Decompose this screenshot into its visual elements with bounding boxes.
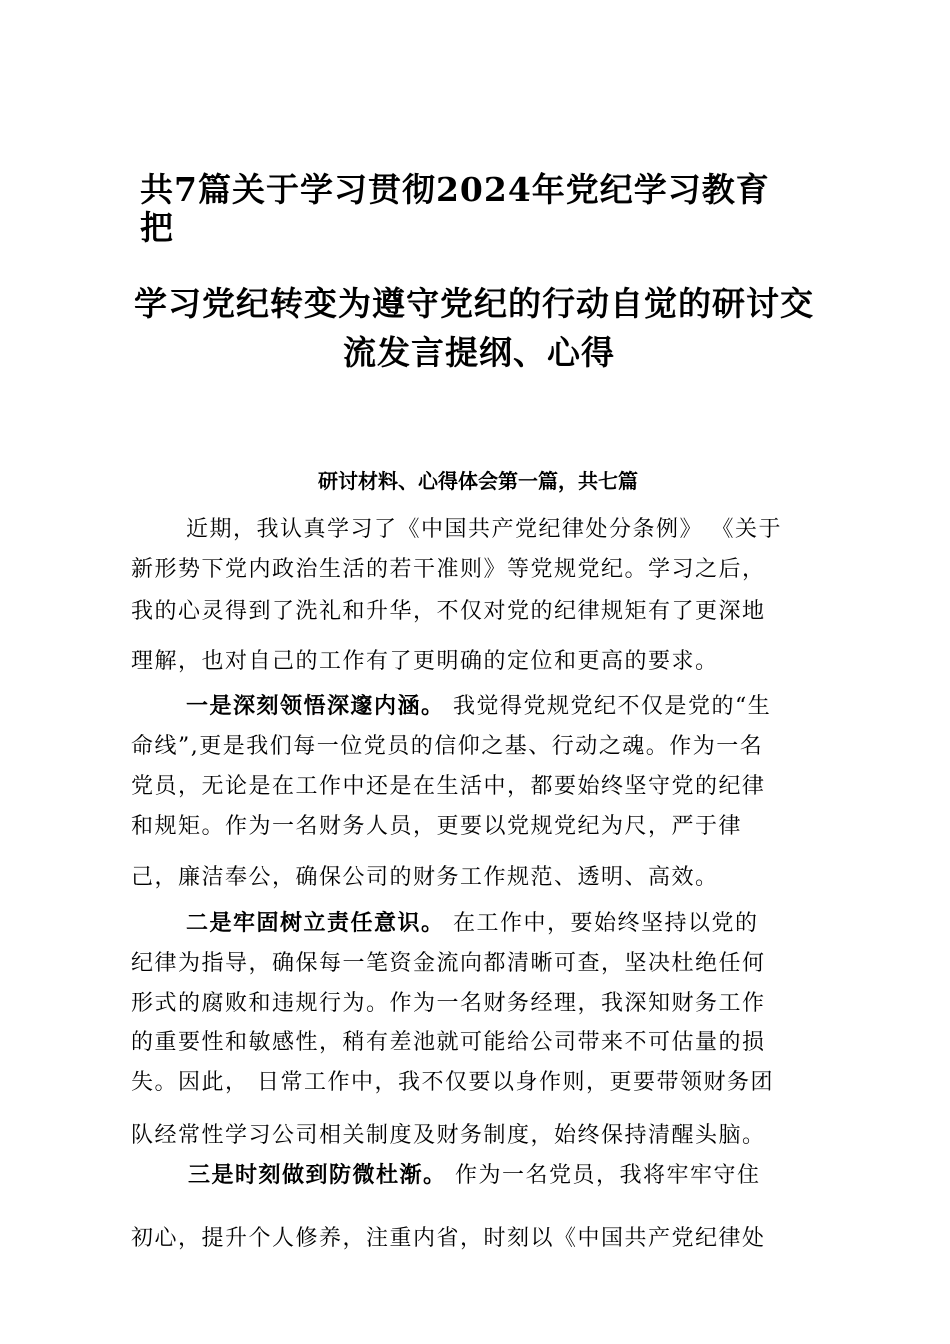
body-line-text: 队经常性学习公司相关制度及财务制度，始终保持清醒头脑。 [131, 1123, 766, 1148]
body-line-text: 新形势下党内政治生活的若干准则》等党规党纪。学习之后， [131, 557, 766, 582]
body-line [131, 986, 766, 1021]
body-line-bold: 三是时刻做到防微杜渐。 [188, 1162, 447, 1188]
body-line-text: 形式的腐败和违规行为。作为一名财务经理，我深知财务工作 [131, 991, 766, 1016]
body-line-text: 在工作中，要始终坚持以党的 [444, 911, 759, 936]
body-line-text: 和规矩。作为一名财务人员，更要以党规党纪为尺，严于律 [131, 814, 743, 839]
body-line-text: 近期，我认真学习了《中国共产党纪律处分条例》 《关于 [186, 517, 782, 542]
body-line [131, 552, 766, 587]
body-line [131, 729, 763, 764]
document-title-line-2: 把 [140, 208, 174, 247]
document-title-line-1: 共7篇关于学习贯彻2024年党纪学习教育 [140, 170, 770, 209]
body-line [131, 809, 742, 844]
body-line-text: 作为一名党员，我将牢牢守住 [446, 1163, 761, 1188]
body-line-text: 党员，无论是在工作中还是在生活中，都要始终坚守党的纪律 [131, 774, 766, 799]
body-line-bold: 二是牢固树立责任意识。 [186, 910, 445, 936]
body-line-text: 命线”,更是我们每一位党员的信仰之基、行动之魂。作为一名 [131, 734, 764, 759]
body-line [131, 644, 719, 679]
body-line-text: 我的心灵得到了洗礼和升华，不仅对党的纪律规矩有了更深地 [131, 599, 766, 624]
body-line [131, 1118, 766, 1153]
body-line-text: 纪律为指导，确保每一笔资金流向都清晰可查，坚决杜绝任何 [131, 951, 766, 976]
body-line [186, 906, 759, 941]
section-subtitle: 研讨材料、心得体会第一篇，共七篇 [318, 469, 638, 493]
body-line [131, 946, 766, 981]
body-line-text: 的重要性和敏感性，稍有差池就可能给公司带来不可估量的损 [131, 1030, 766, 1055]
body-line [186, 689, 771, 724]
body-line [131, 1221, 766, 1256]
body-line-bold: 一是深刻领悟深邃内涵。 [186, 693, 445, 719]
body-line [131, 769, 766, 804]
body-line [131, 860, 719, 895]
body-line-text: 理解，也对自己的工作有了更明确的定位和更高的要求。 [131, 649, 719, 674]
body-line [186, 512, 782, 547]
body-line [131, 1065, 774, 1100]
body-line-text: 我觉得党规党纪不仅是党的“生 [444, 694, 772, 719]
body-line [131, 1025, 766, 1060]
document-title-line-3: 学习党纪转变为遵守党纪的行动自觉的研讨交 [134, 284, 814, 323]
body-line-text: 初心，提升个人修养，注重内省，时刻以《中国共产党纪律处 [131, 1226, 766, 1251]
document-title-line-4: 流发言提纲、心得 [343, 333, 615, 372]
body-line [131, 594, 766, 629]
body-line-text: 失。因此， 日常工作中，我不仅要以身作则，更要带领财务团 [131, 1070, 774, 1095]
body-line [188, 1158, 761, 1193]
body-line-text: 己，廉洁奉公，确保公司的财务工作规范、透明、高效。 [131, 865, 719, 890]
